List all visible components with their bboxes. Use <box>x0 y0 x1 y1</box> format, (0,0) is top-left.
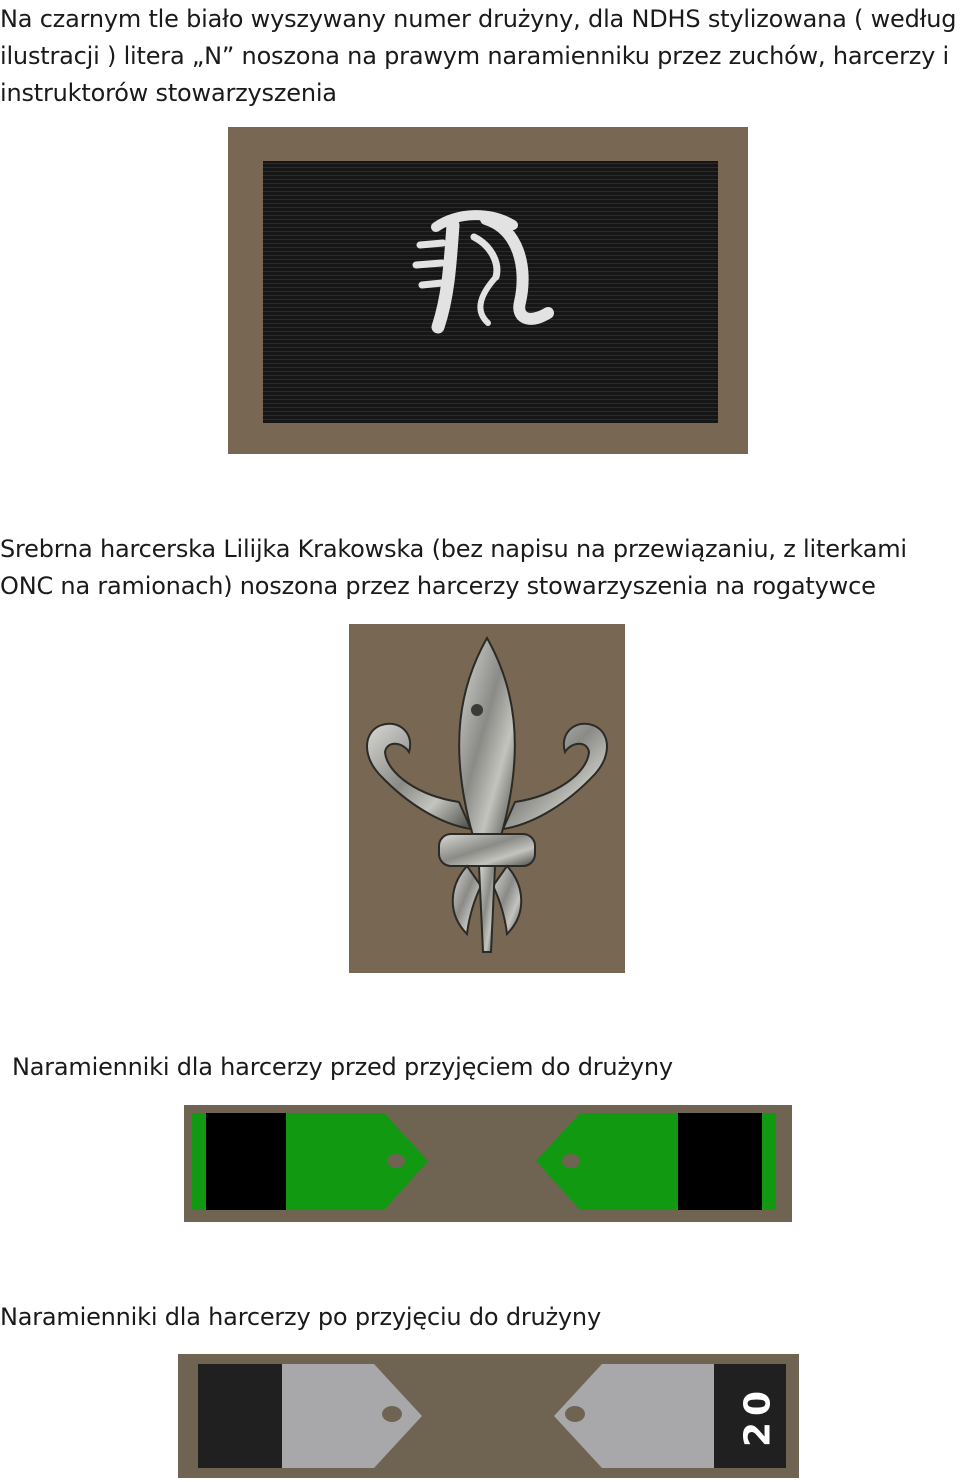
n-letter-patch-figure <box>228 127 748 454</box>
fleur-de-lis-icon <box>349 624 625 973</box>
black-patch <box>263 161 718 423</box>
green-black-epaulettes-image <box>184 1105 792 1222</box>
caption-after-admission: Naramienniki dla harcerzy po przyjęciu do drużyny <box>0 1303 601 1331</box>
grey-black-epaulettes-image <box>178 1354 799 1478</box>
lilijka-figure <box>349 624 625 973</box>
caption-lilijka: Srebrna harcerska Lilijka Krakowska (bez napisu na przewiązaniu, z literkami ONC na ramionach) noszona przez harcerzy stowarzyszenia na rogatywce <box>0 535 907 600</box>
troop-number: 20 <box>737 1384 779 1448</box>
caption-before-admission: Naramienniki dla harcerzy przed przyjęciem do drużyny <box>12 1053 673 1081</box>
n-letter-patch-image <box>228 127 748 454</box>
epaulettes-after-figure <box>178 1354 799 1478</box>
epaulettes-before-figure <box>184 1105 792 1222</box>
right-epaulette <box>536 1113 776 1210</box>
right-epaulette-grey <box>554 1364 786 1468</box>
left-epaulette <box>192 1113 428 1210</box>
caption-n-letter: Na czarnym tle biało wyszywany numer drużyny, dla NDHS stylizowana ( według ilustracji ) litera „N” noszona na prawym naramienniku przez zuchów, harcerzy i instruktorów stowarzyszenia <box>0 5 957 107</box>
left-epaulette-grey <box>198 1364 422 1468</box>
